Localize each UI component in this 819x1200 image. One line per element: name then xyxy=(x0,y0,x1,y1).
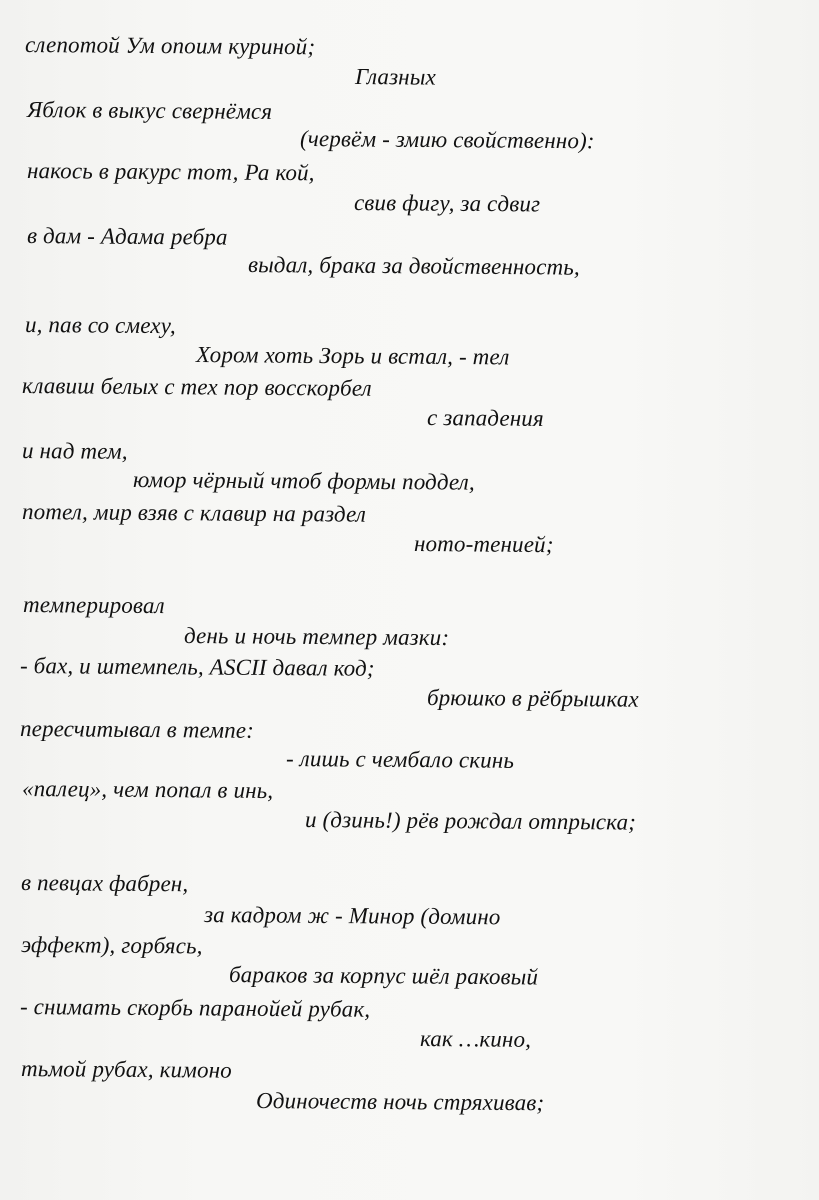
poem-line-6: свив фигу, за сдвиг xyxy=(353,190,541,217)
poem-line-8: выдал, брака за двойственность, xyxy=(247,252,580,280)
poem-line-4: (червём - змию свойственно): xyxy=(299,126,595,154)
poem-line-22: - лишь с чембало скинь xyxy=(285,746,515,773)
poem-line-27: эффект), горбясь, xyxy=(20,932,203,959)
poem-line-25: в певцах фабрен, xyxy=(20,870,189,897)
poem-line-12: с западения xyxy=(426,405,544,431)
poem-line-21: пересчитывал в темпе: xyxy=(19,716,255,743)
poem-line-13: и над тем, xyxy=(21,438,128,464)
poem-line-32: Одиночеств ночь стряхивав; xyxy=(255,1088,545,1116)
poem-line-9: и, пав со смеху, xyxy=(24,312,176,339)
poem-line-23: «палец», чем попал в инь, xyxy=(21,776,274,803)
poem-line-16: ното-тенией; xyxy=(413,531,554,558)
poem-line-31: тьмой рубах, кимоно xyxy=(20,1056,232,1083)
poem-line-18: день и ночь темпер мазки: xyxy=(183,623,450,651)
poem-line-10: Хором хоть Зорь и встал, - тел xyxy=(195,342,510,370)
poem-line-20: брюшко в рёбрышках xyxy=(426,685,639,712)
poem-line-15: потел, мир взяв с клавир на раздел xyxy=(21,499,367,527)
poem-line-3: Яблок в выкус свернёмся xyxy=(26,97,273,124)
poem-line-29: - снимать скорбь паранойей рубак, xyxy=(19,994,371,1022)
poem-line-11: клавиш белых с тех пор восскорбел xyxy=(21,373,372,401)
poem-line-1: слепотой Ум опоим куриной; xyxy=(24,32,316,60)
poem-line-24: и (дзинь!) рёв рождал отпрыска; xyxy=(304,807,637,835)
poem-line-19: - бах, и штемпель, ASCII давал код; xyxy=(19,653,375,681)
poem-line-30: как …кино, xyxy=(419,1026,532,1052)
poem-line-17: темперировал xyxy=(22,592,165,619)
poem-line-7: в дам - Адама ребра xyxy=(26,223,228,250)
poem-line-5: накось в ракурс тот, Ра кой, xyxy=(26,158,315,186)
poem-line-2: Глазных xyxy=(354,64,436,90)
poem-line-26: за кадром ж - Минор (домино xyxy=(203,902,501,930)
poem-line-14: юмор чёрный чтоб формы поддел, xyxy=(132,467,475,495)
poem-line-28: бараков за корпус шёл раковый xyxy=(228,962,539,990)
